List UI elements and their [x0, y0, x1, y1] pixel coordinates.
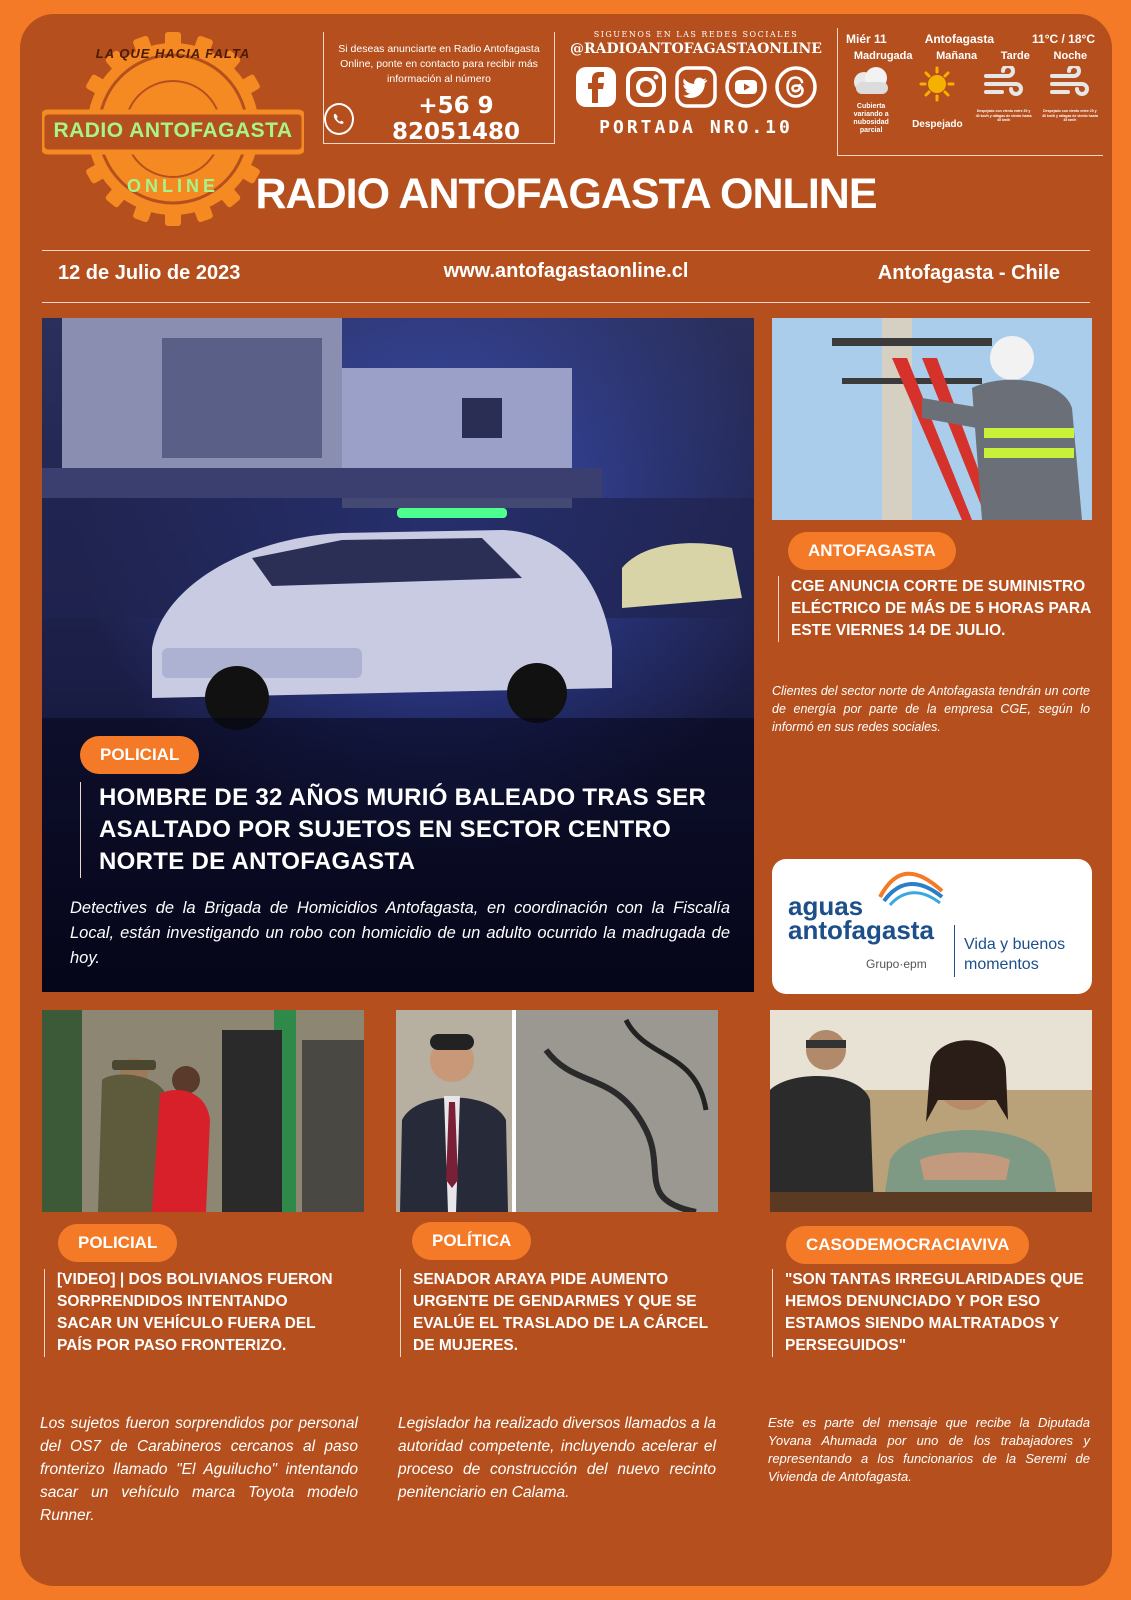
logo-top-text: LA QUE HACIA FALTA	[95, 46, 251, 61]
edition-number: PORTADA NRO.10	[599, 117, 793, 138]
sun-icon	[917, 66, 957, 102]
aguas-logo-wave-icon	[876, 867, 946, 907]
threads-icon[interactable]	[774, 65, 818, 109]
weather-temps: 11°C / 18°C	[1032, 32, 1095, 46]
weather-period	[843, 66, 899, 135]
weather-period-label: Noche	[1053, 50, 1088, 62]
bottom-headline[interactable]: SENADOR ARAYA PIDE AUMENTO URGENTE DE GENDARMES Y QUE SE EVALÚE EL TRASLADO DE LA CÁRCEL DE MUJERES.	[400, 1269, 718, 1357]
weather-caption: Cubierta variando a nubosidad parcial	[853, 103, 889, 134]
twitter-icon[interactable]	[674, 65, 718, 109]
instagram-icon[interactable]	[624, 65, 668, 109]
issue-location: Antofagasta - Chile	[877, 262, 1060, 284]
bottom-lead: Legislador ha realizado diversos llamados a la autoridad competente, incluyendo acelerar el proceso de construcción del nuevo recinto penitenciario en Calama.	[398, 1415, 716, 1501]
bottom-lead: Los sujetos fueron sorprendidos por personal del OS7 de Carabineros cercanos al paso fronterizo llamado "El Aguilucho" intentando sacar un vehículo marca Toyota modelo Runner.	[40, 1415, 358, 1524]
category-tag[interactable]: POLÍTICA	[412, 1222, 531, 1260]
sponsor-brand: aguas	[788, 891, 864, 921]
advertise-text: Si deseas anunciarte en Radio Antofagasta Online, ponte en contacto para recibir más información al número	[338, 43, 540, 85]
main-headline[interactable]: HOMBRE DE 32 AÑOS MURIÓ BALEADO TRAS SER ASALTADO POR SUJETOS EN SECTOR CENTRO NORTE DE ANTOFAGASTA	[80, 782, 730, 878]
lineman-photo[interactable]	[772, 318, 1092, 520]
weather-day: Miér 11	[846, 32, 887, 46]
main-lead: Detectives de la Brigada de Homicidios Antofagasta, en coordinación con la Fiscalía Local, están investigando un robo con homicidio de un adulto ocurrido la madrugada de hoy.	[70, 899, 730, 967]
bottom-headline[interactable]: "SON TANTAS IRREGULARIDADES QUE HEMOS DENUNCIADO Y POR ESO ESTAMOS SIENDO MALTRATADOS Y PERSEGUIDOS"	[772, 1269, 1094, 1357]
facebook-icon[interactable]	[574, 65, 618, 109]
weather-period-label: Madrugada	[853, 50, 913, 62]
social-box	[562, 28, 830, 153]
front-page	[20, 14, 1112, 1586]
sponsor-group: Grupo·epm	[866, 957, 927, 971]
sponsor-slogan: momentos	[964, 956, 1039, 973]
weather-period	[1042, 66, 1098, 135]
sponsor-divider	[954, 925, 955, 977]
weather-period-label: Mañana	[936, 50, 978, 62]
sponsor-brand: antofagasta	[788, 915, 934, 945]
header-divider	[42, 250, 1090, 251]
weather-widget	[837, 28, 1103, 156]
logo-bottom-text: ONLINE	[126, 176, 219, 196]
main-article[interactable]	[42, 318, 754, 992]
bottom-headline[interactable]: [VIDEO] | DOS BOLIVIANOS FUERON SORPRENDIDOS INTENTANDO SACAR UN VEHÍCULO FUERA DEL PAÍS POR PASO FRONTERIZO.	[44, 1269, 344, 1357]
youtube-icon[interactable]	[724, 65, 768, 109]
social-caption: SIGUENOS EN LAS REDES SOCIALES	[593, 30, 799, 39]
weather-caption: Despejado con viento entre 20 y 40 km/h y ráfagas de viento hasta 45 km/h	[1041, 109, 1098, 122]
bottom-lead: Este es parte del mensaje que recibe la Diputada Yovana Ahumada por uno de los trabajadores y representando a los funcionarios de la Seremi de Vivienda de Antofagasta.	[768, 1415, 1090, 1484]
weather-caption: Despejado con viento entre 20 y 40 km/h y ráfagas de viento hasta 45 km/h	[975, 109, 1032, 122]
wind-icon	[982, 66, 1026, 102]
category-tag[interactable]: POLICIAL	[80, 736, 199, 774]
issue-date: 12 de Julio de 2023	[58, 262, 241, 284]
category-tag[interactable]: POLICIAL	[58, 1224, 177, 1262]
weather-caption: Despejado	[912, 119, 963, 130]
weather-period	[909, 66, 965, 135]
side-headline[interactable]: CGE ANUNCIA CORTE DE SUMINISTRO ELÉCTRICO DE MÁS DE 5 HORAS PARA ESTE VIERNES 14 DE JULIO.	[778, 576, 1098, 642]
weather-period	[976, 66, 1032, 135]
header-divider	[42, 302, 1090, 303]
side-lead: Clientes del sector norte de Antofagasta tendrán un corte de energía por parte de la empresa CGE, según lo informó en sus redes sociales.	[772, 684, 1090, 734]
weather-period-label: Tarde	[1000, 50, 1030, 62]
logo-name: RADIO ANTOFAGASTA	[53, 119, 293, 142]
phone-number: +56 9 82051480	[391, 93, 520, 145]
whatsapp-icon	[324, 103, 354, 135]
arrest-photo[interactable]	[42, 1010, 364, 1212]
weather-city: Antofagasta	[924, 32, 995, 46]
cloud-icon	[848, 66, 894, 96]
deputy-photo[interactable]	[770, 1010, 1092, 1212]
advertise-phone[interactable]	[324, 93, 554, 145]
sponsor-slogan: Vida y buenos	[964, 936, 1066, 953]
sponsor-ad[interactable]	[772, 859, 1092, 994]
social-handle[interactable]: @RADIOANTOFAGASTAONLINE	[570, 41, 822, 57]
category-tag[interactable]: ANTOFAGASTA	[788, 532, 956, 570]
advertise-box	[323, 32, 555, 144]
wind-icon	[1048, 66, 1092, 102]
site-title: RADIO ANTOFAGASTA ONLINE	[255, 170, 877, 218]
police-car-photo	[42, 318, 754, 992]
category-tag[interactable]: CASODEMOCRACIAVIVA	[786, 1226, 1029, 1264]
website-link[interactable]: www.antofagastaonline.cl	[443, 260, 689, 282]
senator-photo[interactable]	[396, 1010, 718, 1212]
